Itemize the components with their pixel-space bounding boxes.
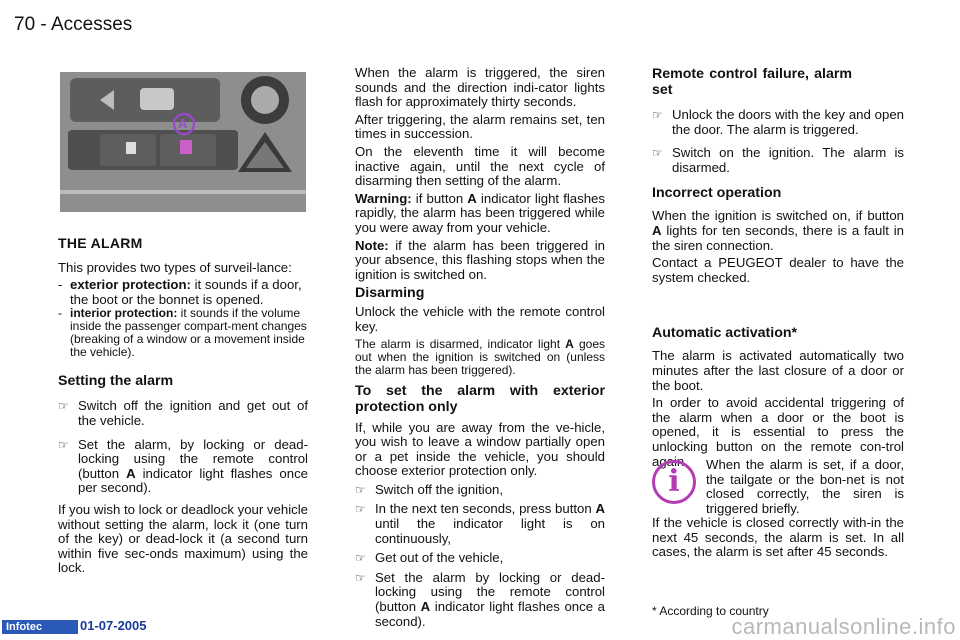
list-item: ☞ Switch off the ignition and get out of the vehicle. [58,398,308,428]
section-heading-alarm: THE ALARM [58,235,143,251]
right-column [652,66,904,472]
pointing-hand-icon: ☞ [355,482,366,497]
disarm-paragraph-2: The alarm is disarmed, indicator light A goes out when the ignition is switched on (unless the alarm has been triggered). [355,336,605,377]
lock-paragraph: If you wish to lock or deadlock your vehicle without setting the alarm, lock it (one turn of the key) or dead-lock it (a second turn within five sec-onds maximum) using the lock. [58,501,308,576]
pointing-hand-icon: ☞ [355,502,366,517]
dash-item: - interior protection: it sounds if the volume inside the passenger compart-ment changes (breaking of a window or a movement inside the vehicle). [58,306,307,360]
list-item: ☞ Switch on the ignition. The alarm is disarmed. [652,145,904,175]
list-item: ☞ Switch off the ignition, [355,481,504,497]
dash-item: - exterior protection: it sounds if a door, the boot or the bonnet is opened. [58,277,302,307]
watermark-site: carmanualsonline.info [731,614,956,639]
pointing-hand-icon: ☞ [58,437,69,452]
incorrect-paragraph: When the ignition is switched on, if button A lights for ten seconds, there is a fault in the siren connection. [652,208,904,253]
eleventh-paragraph: On the eleventh time it will become inactive again, until the next cycle of disarming then setting of the alarm. [355,143,605,189]
pointing-hand-icon: ☞ [58,399,69,414]
list-item: ☞ Set the alarm by locking or dead-locking using the remote control (button A indicator light flashes once a second). [355,569,605,629]
middle-column [355,66,605,629]
page-number: 70 [14,14,36,35]
incorrect-heading: Incorrect operation [652,185,782,202]
disarm-paragraph: Unlock the vehicle with the remote control key. [355,304,605,334]
info-icon: i [652,460,696,504]
note-paragraph: Note: if the alarm has been triggered in your absence, this flashing stops when the ignition is switched on. [355,237,605,282]
setting-heading: Setting the alarm [58,373,174,390]
warning-paragraph: Warning: if button A indicator light flashes rapidly, the alarm has been triggered while you were away from your vehicle. [355,190,605,235]
exterior-paragraph: If, while you are away from the ve-hicle, you wish to leave a window partially open or a pet inside the vehicle, you should choose exterior protection only. [355,419,605,479]
intro-text: This provides two types of surveil-lance: [58,259,292,275]
left-column [58,236,308,579]
footer-date: 01-07-2005 [80,618,147,633]
list-item: ☞ Get out of the vehicle, [355,550,504,566]
auto-paragraph-2: In order to avoid accidental triggering of the alarm when a door or the boot is opened, it is essential to press the unlocking button on the remote con-trol again. [652,395,904,469]
trigger-paragraph: When the alarm is triggered, the siren sounds and the direction indi-cator lights flash for approximately thirty seconds. [355,65,605,110]
photo-label-a: A [178,116,188,131]
auto-heading: Automatic activation* [652,325,798,342]
footnote: * According to country [652,604,769,618]
exterior-heading: To set the alarm with exterior protection only [355,382,605,415]
remote-failure-heading: Remote control failure, alarm set [652,66,852,98]
info-box-text-2: If the vehicle is closed correctly with-in the next 45 seconds, the alarm is set. In all cases, the alarm is set after 45 seconds. [652,515,904,560]
infotec-logo: Infotec [2,620,78,634]
info-box-text: When the alarm is set, if a door, the tailgate or the bon-net is not closed correctly, the siren is triggered briefly. [706,457,904,516]
pointing-hand-icon: ☞ [652,146,663,161]
list-item: ☞ Set the alarm, by locking or dead-locking using the remote control (button A indicator light flashes once per second). [58,436,308,496]
dashboard-buttons-illustration [60,72,306,212]
disarming-heading: Disarming [355,285,425,302]
dashboard-photo [60,72,306,212]
page-header: 70 - Accesses [14,14,133,35]
list-item: ☞ Unlock the doors with the key and open the door. The alarm is triggered. [652,107,904,137]
pointing-hand-icon: ☞ [355,551,366,566]
auto-paragraph: The alarm is activated automatically two minutes after the last closure of a door or the boot. [652,348,904,393]
list-item: ☞ In the next ten seconds, press button A until the indicator light is on continuously, [355,501,605,546]
pointing-hand-icon: ☞ [355,570,366,585]
after-trigger-paragraph: After triggering, the alarm remains set, ten times in succession. [355,111,605,142]
page-title: Accesses [50,14,133,35]
pointing-hand-icon: ☞ [652,108,663,122]
dealer-paragraph: Contact a PEUGEOT dealer to have the system checked. [652,255,904,285]
